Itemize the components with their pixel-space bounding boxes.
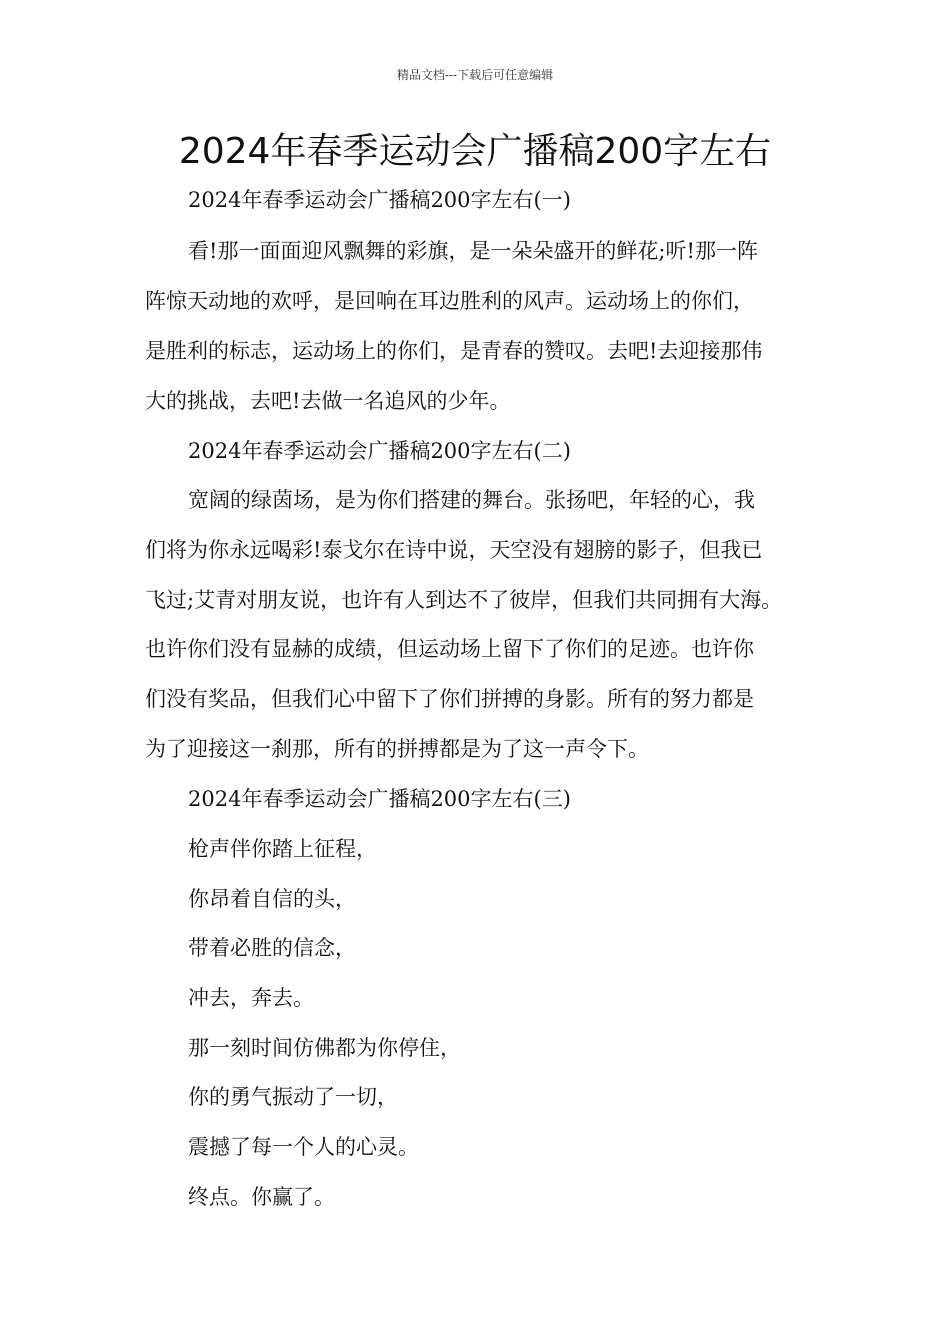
paragraph-line: 也许你们没有显赫的成绩，但运动场上留下了你们的足迹。也许你 xyxy=(145,637,754,661)
poem-line: 你昂着自信的头， xyxy=(188,887,356,911)
poem-line: 你的勇气振动了一切， xyxy=(188,1085,398,1109)
paragraph-line: 们将为你永远喝彩!泰戈尔在诗中说，天空没有翅膀的影子，但我已 xyxy=(145,538,763,562)
header-note: 精品文档---下载后可任意编辑 xyxy=(396,68,554,82)
poem-line: 震撼了每一个人的心灵。 xyxy=(188,1135,419,1159)
poem-line: 枪声伴你踏上征程， xyxy=(188,837,377,861)
paragraph-line: 为了迎接这一刹那，所有的拼搏都是为了这一声令下。 xyxy=(145,737,649,761)
section-heading: 2024年春季运动会广播稿200字左右(一) xyxy=(188,188,571,212)
section-heading: 2024年春季运动会广播稿200字左右(三) xyxy=(188,787,571,811)
poem-line: 带着必胜的信念， xyxy=(188,936,356,960)
poem-line: 那一刻时间仿佛都为你停住， xyxy=(188,1036,461,1060)
paragraph-line: 看!那一面面迎风飘舞的彩旗，是一朵朵盛开的鲜花;听!那一阵 xyxy=(188,239,758,263)
paragraph-line: 阵惊天动地的欢呼，是回响在耳边胜利的风声。运动场上的你们， xyxy=(145,289,754,313)
poem-line: 冲去，奔去。 xyxy=(188,986,314,1010)
paragraph-line: 是胜利的标志，运动场上的你们，是青春的赞叹。去吧!去迎接那伟 xyxy=(145,339,763,363)
paragraph-line: 宽阔的绿茵场，是为你们搭建的舞台。张扬吧，年轻的心，我 xyxy=(188,488,755,512)
poem-line: 终点。你赢了。 xyxy=(188,1185,335,1209)
paragraph-line: 大的挑战，去吧!去做一名追风的少年。 xyxy=(145,389,511,413)
paragraph-line: 们没有奖品，但我们心中留下了你们拼搏的身影。所有的努力都是 xyxy=(145,687,754,711)
section-heading: 2024年春季运动会广播稿200字左右(二) xyxy=(188,439,571,463)
document-title: 2024年春季运动会广播稿200字左右 xyxy=(178,131,772,172)
paragraph-line: 飞过;艾青对朋友说，也许有人到达不了彼岸，但我们共同拥有大海。 xyxy=(145,588,783,612)
